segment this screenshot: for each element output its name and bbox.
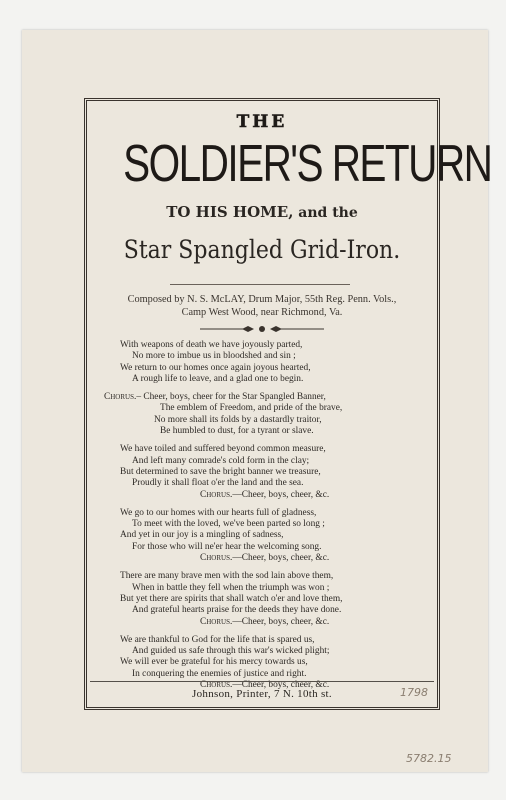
chorus-ref-text: —Cheer, boys, cheer, &c. [232,616,330,627]
subtitle-to-his-home: TO HIS HOME, [166,203,294,221]
chorus-ref-label: Chorus. [200,616,233,627]
verse-line: A rough life to leave, and a glad one to begin. [132,373,304,384]
stanza-1 [120,340,420,385]
printer-imprint: Johnson, Printer, 7 N. 10th st. [192,688,332,700]
chorus-reference [120,617,420,628]
chorus-ref-text: —Cheer, boys, cheer, &c. [232,553,330,564]
verse-line: We are thankful to God for the life that is spared us, [120,634,315,645]
song-verses [104,340,420,698]
stanza-5 [120,635,420,691]
verse-line: We have toiled and suffered beyond common measure, [120,444,326,455]
manuscript-number: 1798 [400,686,428,699]
chorus-text: – Cheer, boys, cheer for the Star Spangled Banner, [136,392,326,403]
composer-credit [84,293,440,319]
chorus-line: The emblem of Freedom, and pride of the brave, [160,403,343,414]
verse-line: And yet in our joy is a mingling of sadness, [120,530,284,541]
verse-line: We will ever be grateful for his mercy towards us, [120,657,308,668]
subtitle-and-the: and the [293,205,358,221]
chorus-line: Be humbled to dust, for a tyrant or slave. [160,426,314,437]
main-title: SOLDIER'S RETURN [123,135,492,193]
verse-line: But determined to save the bright banner we treasure, [120,466,321,477]
divider-top [170,284,350,285]
chorus-ref-label: Chorus. [200,680,233,691]
chorus-reference [120,553,420,564]
verse-line: No more to imbue us in bloodshed and sin ; [132,351,296,362]
chorus-line [104,392,420,403]
catalog-number: 5782.15 [406,752,452,765]
chorus-ref-text: —Cheer, boys, cheer, &c. [232,680,330,691]
verse-line: When in battle they fell when the triumph was won ; [132,582,330,593]
composer-line2: Camp West Wood, near Richmond, Va. [181,307,343,318]
chorus-ref-label: Chorus. [200,489,233,500]
chorus-reference [120,490,420,501]
verse-line: And grateful hearts praise for the deeds they have done. [132,605,342,616]
verse-line: In conquering the enemies of justice and right. [132,668,307,679]
title-the: THE [236,112,288,132]
verse-line: With weapons of death we have joyously parted, [120,340,303,350]
verse-line: But yet there are spirits that shall watch o'er and love them, [120,593,343,604]
chorus-label: Chorus. [104,392,137,403]
chorus [104,392,420,437]
verse-line: There are many brave men with the sod lain above them, [120,571,334,582]
verse-line: We go to our homes with our hearts full of gladness, [120,507,317,518]
verse-line: And guided us safe through this war's wicked plight; [132,646,330,657]
verse-line: We return to our homes once again joyous hearted, [120,362,311,373]
verse-line: And left many comrade's cold form in the clay; [132,455,310,466]
composer-line1: Composed by N. S. McLAY, Drum Major, 55th Reg. Penn. Vols., [127,294,397,305]
divider-bottom [90,681,434,682]
verse-line: Proudly it shall float o'er the land and the sea. [132,478,304,489]
chorus-ref-label: Chorus. [200,553,233,564]
chorus-line: No more shall its folds by a dastardly traitor, [154,414,322,425]
stanza-4 [120,571,420,627]
subtitle-line1 [84,203,440,221]
ornament-divider [200,324,324,334]
stanza-2 [120,444,420,500]
verse-line: For those who will ne'er hear the welcoming song. [132,541,322,552]
stanza-3 [120,508,420,564]
chorus-ref-text: —Cheer, boys, cheer, &c. [232,489,330,500]
subtitle-line2: Star Spangled Grid-Iron. [123,235,401,264]
verse-line: To meet with the loved, we've been parted so long ; [132,519,325,530]
